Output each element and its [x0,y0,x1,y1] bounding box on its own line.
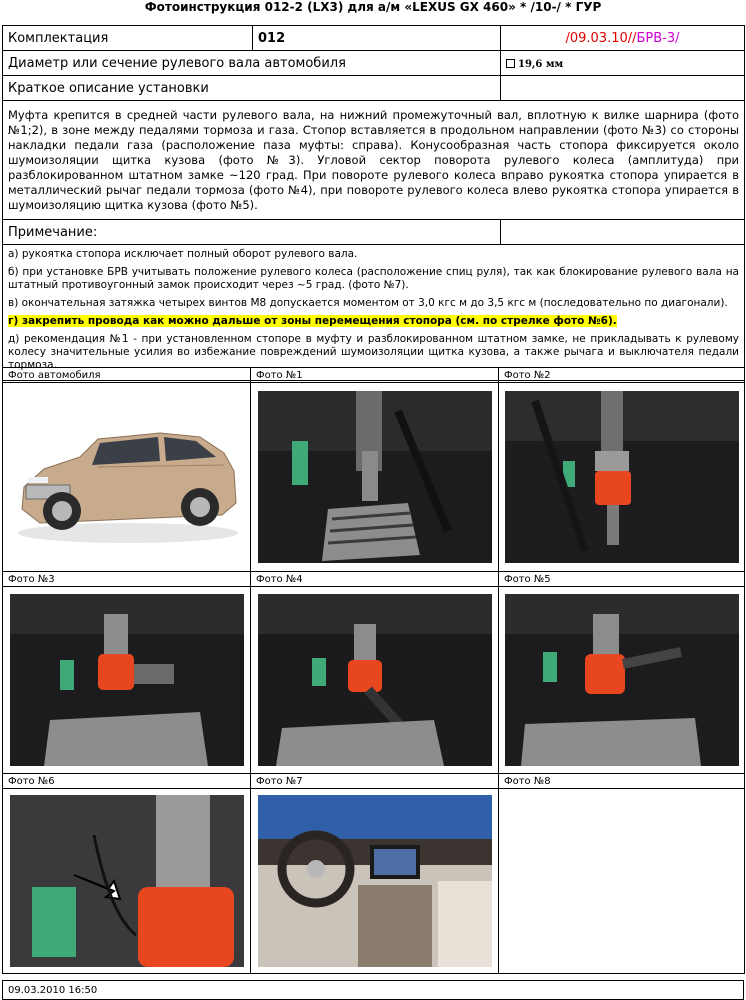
photo-2-cell [499,383,745,572]
photo-7-image [258,795,492,967]
photo-5-image [505,594,739,766]
footer-date: 09.03.2010 16:50 [3,981,744,1000]
caption-photo-2: Фото №2 [499,368,745,383]
caption-photo-1: Фото №1 [251,368,499,383]
caption-photo-8: Фото №8 [499,774,745,789]
row-short-desc [3,76,745,101]
caption-row-1 [3,368,745,383]
row-description [3,101,745,220]
photo-row-3 [3,789,745,974]
caption-row-2 [3,572,745,587]
row-notes [3,245,745,381]
photo-grid [2,367,745,974]
note-b: б) при установке БРВ учитывать положение рулевого колеса (расположение спиц руля), так как блокирование рулевого вала на штатный противоугонный замок происходит через ~5 град. (фото №7). [8,266,739,291]
row-diameter [3,51,745,76]
photo-6-cell [3,789,251,974]
date-text: /09.03.10// [565,30,637,46]
caption-row-3 [3,774,745,789]
photo-6-image [10,795,244,967]
photo-2-image [505,391,739,563]
note-g-highlight: г) закрепить провода как можно дальше от зоны перемещения стопора (см. по стрелке фото №6). [8,315,617,327]
photo-row-2 [3,587,745,774]
photo-row-1 [3,383,745,572]
diameter-cell [501,51,745,76]
photo-4-cell [251,587,499,774]
brv-text: БРВ-3/ [636,30,680,46]
empty-cell [501,220,745,245]
caption-photo-4: Фото №4 [251,572,499,587]
caption-photo-6: Фото №6 [3,774,251,789]
caption-photo-3: Фото №3 [3,572,251,587]
note-label: Примечание: [3,220,501,245]
row-komplektaciya [3,26,745,51]
diameter-value: 19,6 мм [518,58,564,70]
spec-table [2,25,745,381]
empty-cell [501,76,745,101]
photo-1-image [258,391,492,563]
checkbox-square-icon [506,59,515,68]
note-a: а) рукоятка стопора исключает полный оборот рулевого вала. [8,248,358,260]
photo-3-cell [3,587,251,774]
diameter-label: Диаметр или сечение рулевого вала автомобиля [3,51,501,76]
photo-1-cell [251,383,499,572]
short-desc-label: Краткое описание установки [3,76,501,101]
car-photo [10,391,244,563]
note-d: д) рекомендация №1 - при установленном стопоре в муфту и разблокированном штатном замке, не прикладывать к рулевому колесу значительные усилия во избежание повреждений шумоизоляции щитка кузова, а также рычага и выключателя педали тормоза. [8,333,739,371]
row-note-label [3,220,745,245]
photo-3-image [10,594,244,766]
photo-4-image [258,594,492,766]
photo-8-cell [499,789,745,974]
footer-table [2,980,744,1000]
photo-7-cell [251,789,499,974]
caption-photo-7: Фото №7 [251,774,499,789]
photo-5-cell [499,587,745,774]
note-g [8,315,739,328]
komplektaciya-code: 012 [253,26,501,51]
caption-car: Фото автомобиля [3,368,251,383]
komplektaciya-label: Комплектация [3,26,253,51]
notes-block [3,245,745,381]
note-v: в) окончательная затяжка четырех винтов М8 допускается моментом от 3,0 кгс м до 3,5 кгс м (последовательно по диагонали). [8,297,728,309]
description-text: Муфта крепится в средней части рулевого вала, на нижний промежуточный вал, вплотную к вилке шарнира (фото №1;2), в зоне между педалями тормоза и газа. Стопор вставляется в продольном направлении (фото №3) со стороны накладки педали газа (расположение паза муфты: справа). Конусообразная часть стопора фиксируется около шумоизоляции щитка кузова (фото №3). Угловой сектор поворота рулевого колеса (амплитуда) при разблокированном штатном замке ~120 град. При повороте рулевого колеса вправо рукоятка стопора упирается в металлический рычаг педали тормоза (фото №4), при повороте рулевого колеса влево рукоятка стопора упирается в шумоизоляцию щитка кузова (фото №5). [3,101,745,220]
komplektaciya-date [501,26,745,51]
caption-photo-5: Фото №5 [499,572,745,587]
photo-car-cell [3,383,251,572]
document-title: Фотоинструкция 012-2 (LX3) для а/м «LEXUS GX 460» * /10-/ * ГУР [144,0,602,14]
